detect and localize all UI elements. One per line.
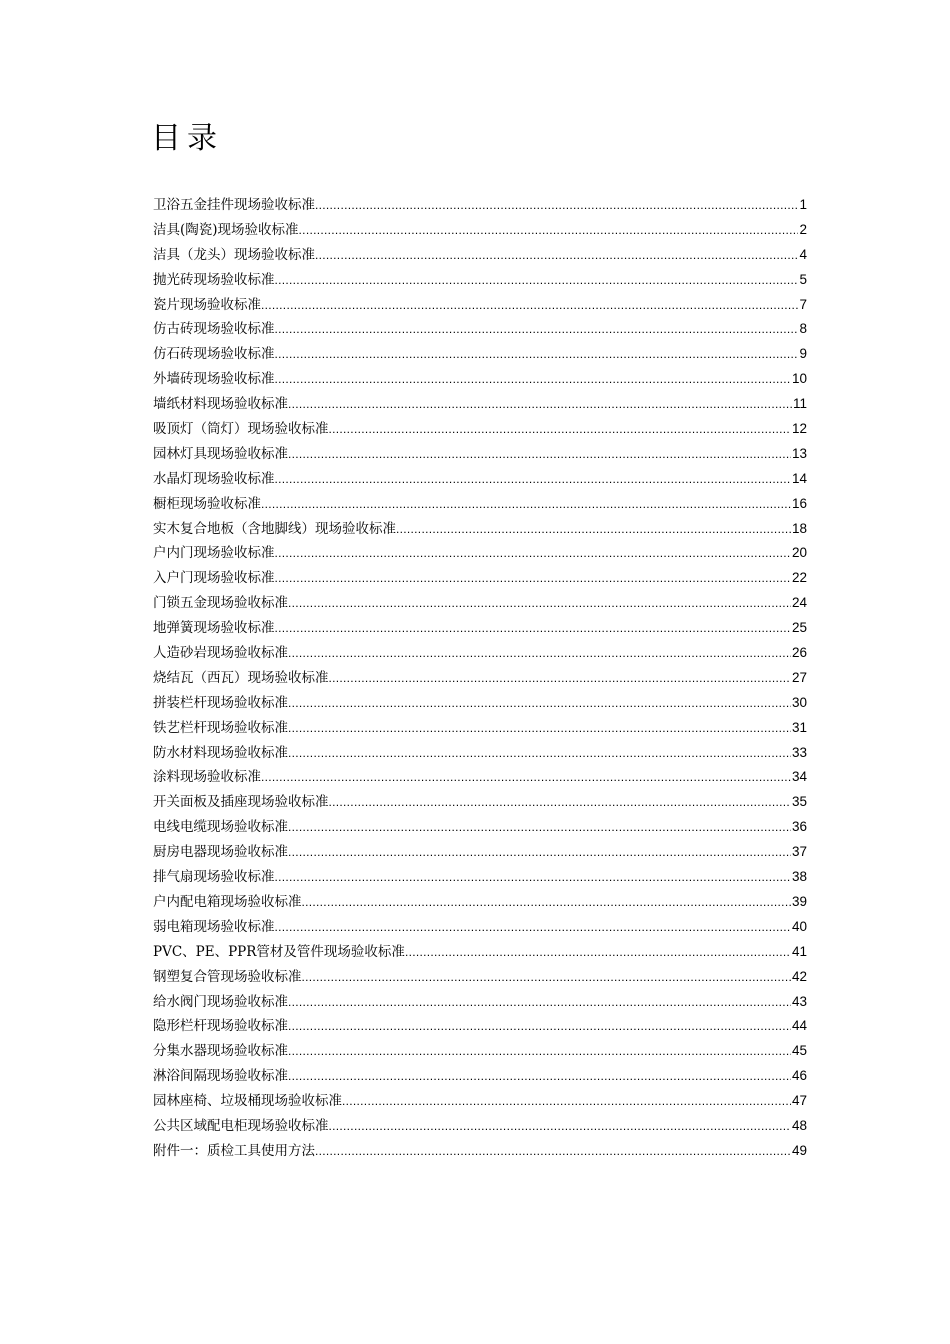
toc-entry[interactable] — [153, 965, 807, 990]
toc-entry[interactable] — [153, 765, 807, 790]
toc-dot-leader — [315, 193, 798, 218]
toc-dot-leader — [405, 940, 791, 965]
toc-dot-leader — [299, 218, 799, 243]
toc-dot-leader — [275, 268, 799, 293]
toc-entry-title: 户内配电箱现场验收标准 — [153, 893, 302, 910]
toc-dot-leader — [288, 741, 791, 766]
toc-entry-title: 水晶灯现场验收标准 — [153, 470, 275, 487]
toc-entry[interactable] — [153, 317, 807, 342]
toc-dot-leader — [288, 990, 791, 1015]
toc-dot-leader — [329, 666, 791, 691]
toc-entry[interactable] — [153, 541, 807, 566]
toc-entry[interactable] — [153, 1139, 807, 1164]
toc-dot-leader — [288, 691, 791, 716]
toc-dot-leader — [275, 317, 799, 342]
toc-entry-title: 附件一：质检工具使用方法 — [153, 1142, 315, 1159]
toc-entry-title: 防水材料现场验收标准 — [153, 744, 288, 761]
toc-entry-page-number: 43 — [791, 993, 807, 1009]
toc-entry-page-number: 34 — [791, 769, 807, 785]
toc-entry[interactable] — [153, 193, 807, 218]
toc-dot-leader — [275, 865, 791, 890]
toc-dot-leader — [275, 915, 791, 940]
toc-dot-leader — [288, 716, 791, 741]
toc-entry-title: 铁艺栏杆现场验收标准 — [153, 719, 288, 736]
toc-entry[interactable] — [153, 1089, 807, 1114]
toc-dot-leader — [288, 591, 791, 616]
toc-entry-page-number: 39 — [791, 893, 807, 909]
toc-entry-page-number: 42 — [791, 968, 807, 984]
toc-entry-title: 拼装栏杆现场验收标准 — [153, 694, 288, 711]
toc-entry-title: 弱电箱现场验收标准 — [153, 918, 275, 935]
toc-entry-page-number: 11 — [792, 396, 807, 412]
toc-entry-page-number: 13 — [791, 445, 807, 461]
toc-dot-leader — [275, 616, 791, 641]
toc-dot-leader — [288, 1064, 791, 1089]
toc-entry-title: PVC、PE、PPR管材及管件现场验收标准 — [153, 943, 405, 960]
toc-entry-page-number: 41 — [791, 943, 807, 959]
toc-entry[interactable] — [153, 1064, 807, 1089]
toc-dot-leader — [288, 815, 791, 840]
toc-dot-leader — [261, 293, 798, 318]
toc-entry[interactable] — [153, 790, 807, 815]
toc-entry-page-number: 4 — [799, 246, 807, 262]
toc-entry-page-number: 8 — [799, 321, 807, 337]
toc-entry-page-number: 20 — [791, 545, 807, 561]
toc-dot-leader — [275, 342, 799, 367]
toc-entry-title: 园林座椅、垃圾桶现场验收标准 — [153, 1093, 342, 1110]
toc-entry[interactable] — [153, 940, 807, 965]
toc-dot-leader — [302, 890, 791, 915]
toc-entry-page-number: 47 — [791, 1093, 807, 1109]
toc-entry-title: 分集水器现场验收标准 — [153, 1043, 288, 1060]
toc-entry-page-number: 44 — [791, 1018, 807, 1034]
toc-entry-page-number: 27 — [791, 669, 807, 685]
toc-entry-title: 淋浴间隔现场验收标准 — [153, 1068, 288, 1085]
toc-entry-page-number: 22 — [791, 570, 807, 586]
toc-entry-page-number: 5 — [799, 271, 807, 287]
toc-entry[interactable] — [153, 741, 807, 766]
toc-entry-page-number: 18 — [791, 520, 807, 536]
toc-entry[interactable] — [153, 691, 807, 716]
toc-entry-page-number: 46 — [791, 1068, 807, 1084]
toc-dot-leader — [329, 790, 791, 815]
toc-entry-title: 厨房电器现场验收标准 — [153, 844, 288, 861]
toc-entry-page-number: 36 — [791, 819, 807, 835]
toc-entry[interactable] — [153, 641, 807, 666]
toc-entry-title: 瓷片现场验收标准 — [153, 296, 261, 313]
toc-entry-page-number: 16 — [791, 495, 807, 511]
toc-dot-leader — [288, 641, 791, 666]
toc-entry-title: 洁具（龙头）现场验收标准 — [153, 246, 315, 263]
toc-entry[interactable] — [153, 865, 807, 890]
toc-entry[interactable] — [153, 1039, 807, 1064]
toc-entry-title: 吸顶灯（筒灯）现场验收标准 — [153, 421, 329, 438]
toc-dot-leader — [275, 541, 791, 566]
toc-entry[interactable] — [153, 666, 807, 691]
toc-entry-page-number: 33 — [791, 744, 807, 760]
toc-entry-title: 门锁五金现场验收标准 — [153, 595, 288, 612]
toc-entry-title: 隐形栏杆现场验收标准 — [153, 1018, 288, 1035]
toc-entry-page-number: 37 — [791, 844, 807, 860]
toc-dot-leader — [288, 1014, 791, 1039]
toc-entry[interactable] — [153, 915, 807, 940]
toc-entry-title: 人造砂岩现场验收标准 — [153, 645, 288, 662]
toc-entry-title: 公共区域配电柜现场验收标准 — [153, 1117, 329, 1134]
toc-entry[interactable] — [153, 442, 807, 467]
toc-entry-title: 烧结瓦（西瓦）现场验收标准 — [153, 669, 329, 686]
toc-dot-leader — [396, 517, 791, 542]
toc-entry-title: 给水阀门现场验收标准 — [153, 993, 288, 1010]
toc-entry-page-number: 2 — [799, 221, 807, 237]
toc-entry[interactable] — [153, 467, 807, 492]
toc-entry-title: 户内门现场验收标准 — [153, 545, 275, 562]
toc-dot-leader — [288, 840, 791, 865]
toc-entry-title: 抛光砖现场验收标准 — [153, 271, 275, 288]
toc-entry-page-number: 40 — [791, 918, 807, 934]
toc-dot-leader — [315, 243, 798, 268]
toc-entry-page-number: 35 — [791, 794, 807, 810]
toc-entry-title: 卫浴五金挂件现场验收标准 — [153, 197, 315, 213]
toc-entry[interactable] — [153, 840, 807, 865]
toc-dot-leader — [261, 492, 791, 517]
toc-dot-leader — [288, 392, 792, 417]
toc-entry-title: 涂料现场验收标准 — [153, 769, 261, 786]
toc-dot-leader — [288, 1039, 791, 1064]
toc-entry-title: 外墙砖现场验收标准 — [153, 371, 275, 388]
toc-dot-leader — [342, 1089, 791, 1114]
toc-dot-leader — [315, 1139, 791, 1164]
toc-dot-leader — [275, 566, 791, 591]
toc-entry-title: 钢塑复合管现场验收标准 — [153, 968, 302, 985]
toc-entry[interactable] — [153, 417, 807, 442]
toc-entry-page-number: 1 — [799, 197, 807, 212]
toc-entry-page-number: 10 — [791, 371, 807, 387]
toc-entry[interactable] — [153, 517, 807, 542]
toc-entry[interactable] — [153, 566, 807, 591]
toc-entry[interactable] — [153, 218, 807, 243]
toc-entry[interactable] — [153, 268, 807, 293]
toc-entry-page-number: 14 — [791, 470, 807, 486]
toc-entry-title: 入户门现场验收标准 — [153, 570, 275, 587]
toc-entry-title: 开关面板及插座现场验收标准 — [153, 794, 329, 811]
toc-dot-leader — [261, 765, 791, 790]
toc-entry-page-number: 9 — [799, 346, 807, 362]
toc-entry-page-number: 26 — [791, 645, 807, 661]
toc-entry-title: 仿石砖现场验收标准 — [153, 346, 275, 363]
toc-entry-title: 地弹簧现场验收标准 — [153, 620, 275, 637]
toc-entry-title: 园林灯具现场验收标准 — [153, 445, 288, 462]
toc-dot-leader — [288, 442, 791, 467]
toc-entry[interactable] — [153, 367, 807, 392]
toc-entry[interactable] — [153, 492, 807, 517]
toc-entry[interactable] — [153, 616, 807, 641]
toc-dot-leader — [302, 965, 791, 990]
toc-entry-page-number: 38 — [791, 869, 807, 885]
toc-entry-page-number: 45 — [791, 1043, 807, 1059]
toc-entry[interactable] — [153, 1014, 807, 1039]
toc-entry-title: 仿古砖现场验收标准 — [153, 321, 275, 338]
toc-entry-title: 实木复合地板（含地脚线）现场验收标准 — [153, 520, 396, 537]
toc-dot-leader — [329, 417, 791, 442]
toc-entry-page-number: 30 — [791, 694, 807, 710]
toc-title: 目录 — [151, 121, 223, 156]
toc-entry-page-number: 25 — [791, 620, 807, 636]
toc-entry-title: 墙纸材料现场验收标准 — [153, 396, 288, 413]
toc-list — [153, 193, 807, 1164]
toc-entry-page-number: 12 — [791, 421, 807, 437]
toc-entry[interactable] — [153, 392, 807, 417]
toc-entry[interactable] — [153, 243, 807, 268]
toc-entry[interactable] — [153, 591, 807, 616]
toc-dot-leader — [329, 1114, 791, 1139]
toc-entry-page-number: 24 — [791, 595, 807, 611]
toc-entry-page-number: 48 — [791, 1117, 807, 1133]
toc-entry[interactable] — [153, 990, 807, 1015]
toc-entry-title: 橱柜现场验收标准 — [153, 495, 261, 512]
toc-entry-title: 洁具(陶瓷)现场验收标准 — [153, 221, 299, 238]
toc-entry[interactable] — [153, 293, 807, 318]
toc-entry[interactable] — [153, 342, 807, 367]
toc-entry[interactable] — [153, 716, 807, 741]
toc-entry-title: 排气扇现场验收标准 — [153, 869, 275, 886]
toc-dot-leader — [275, 367, 791, 392]
toc-entry[interactable] — [153, 1114, 807, 1139]
toc-entry-page-number: 31 — [791, 719, 807, 735]
toc-entry-title: 电线电缆现场验收标准 — [153, 819, 288, 836]
toc-dot-leader — [275, 467, 791, 492]
toc-entry[interactable] — [153, 890, 807, 915]
toc-entry-page-number: 49 — [791, 1142, 807, 1158]
toc-entry[interactable] — [153, 815, 807, 840]
toc-entry-page-number: 7 — [799, 296, 807, 312]
